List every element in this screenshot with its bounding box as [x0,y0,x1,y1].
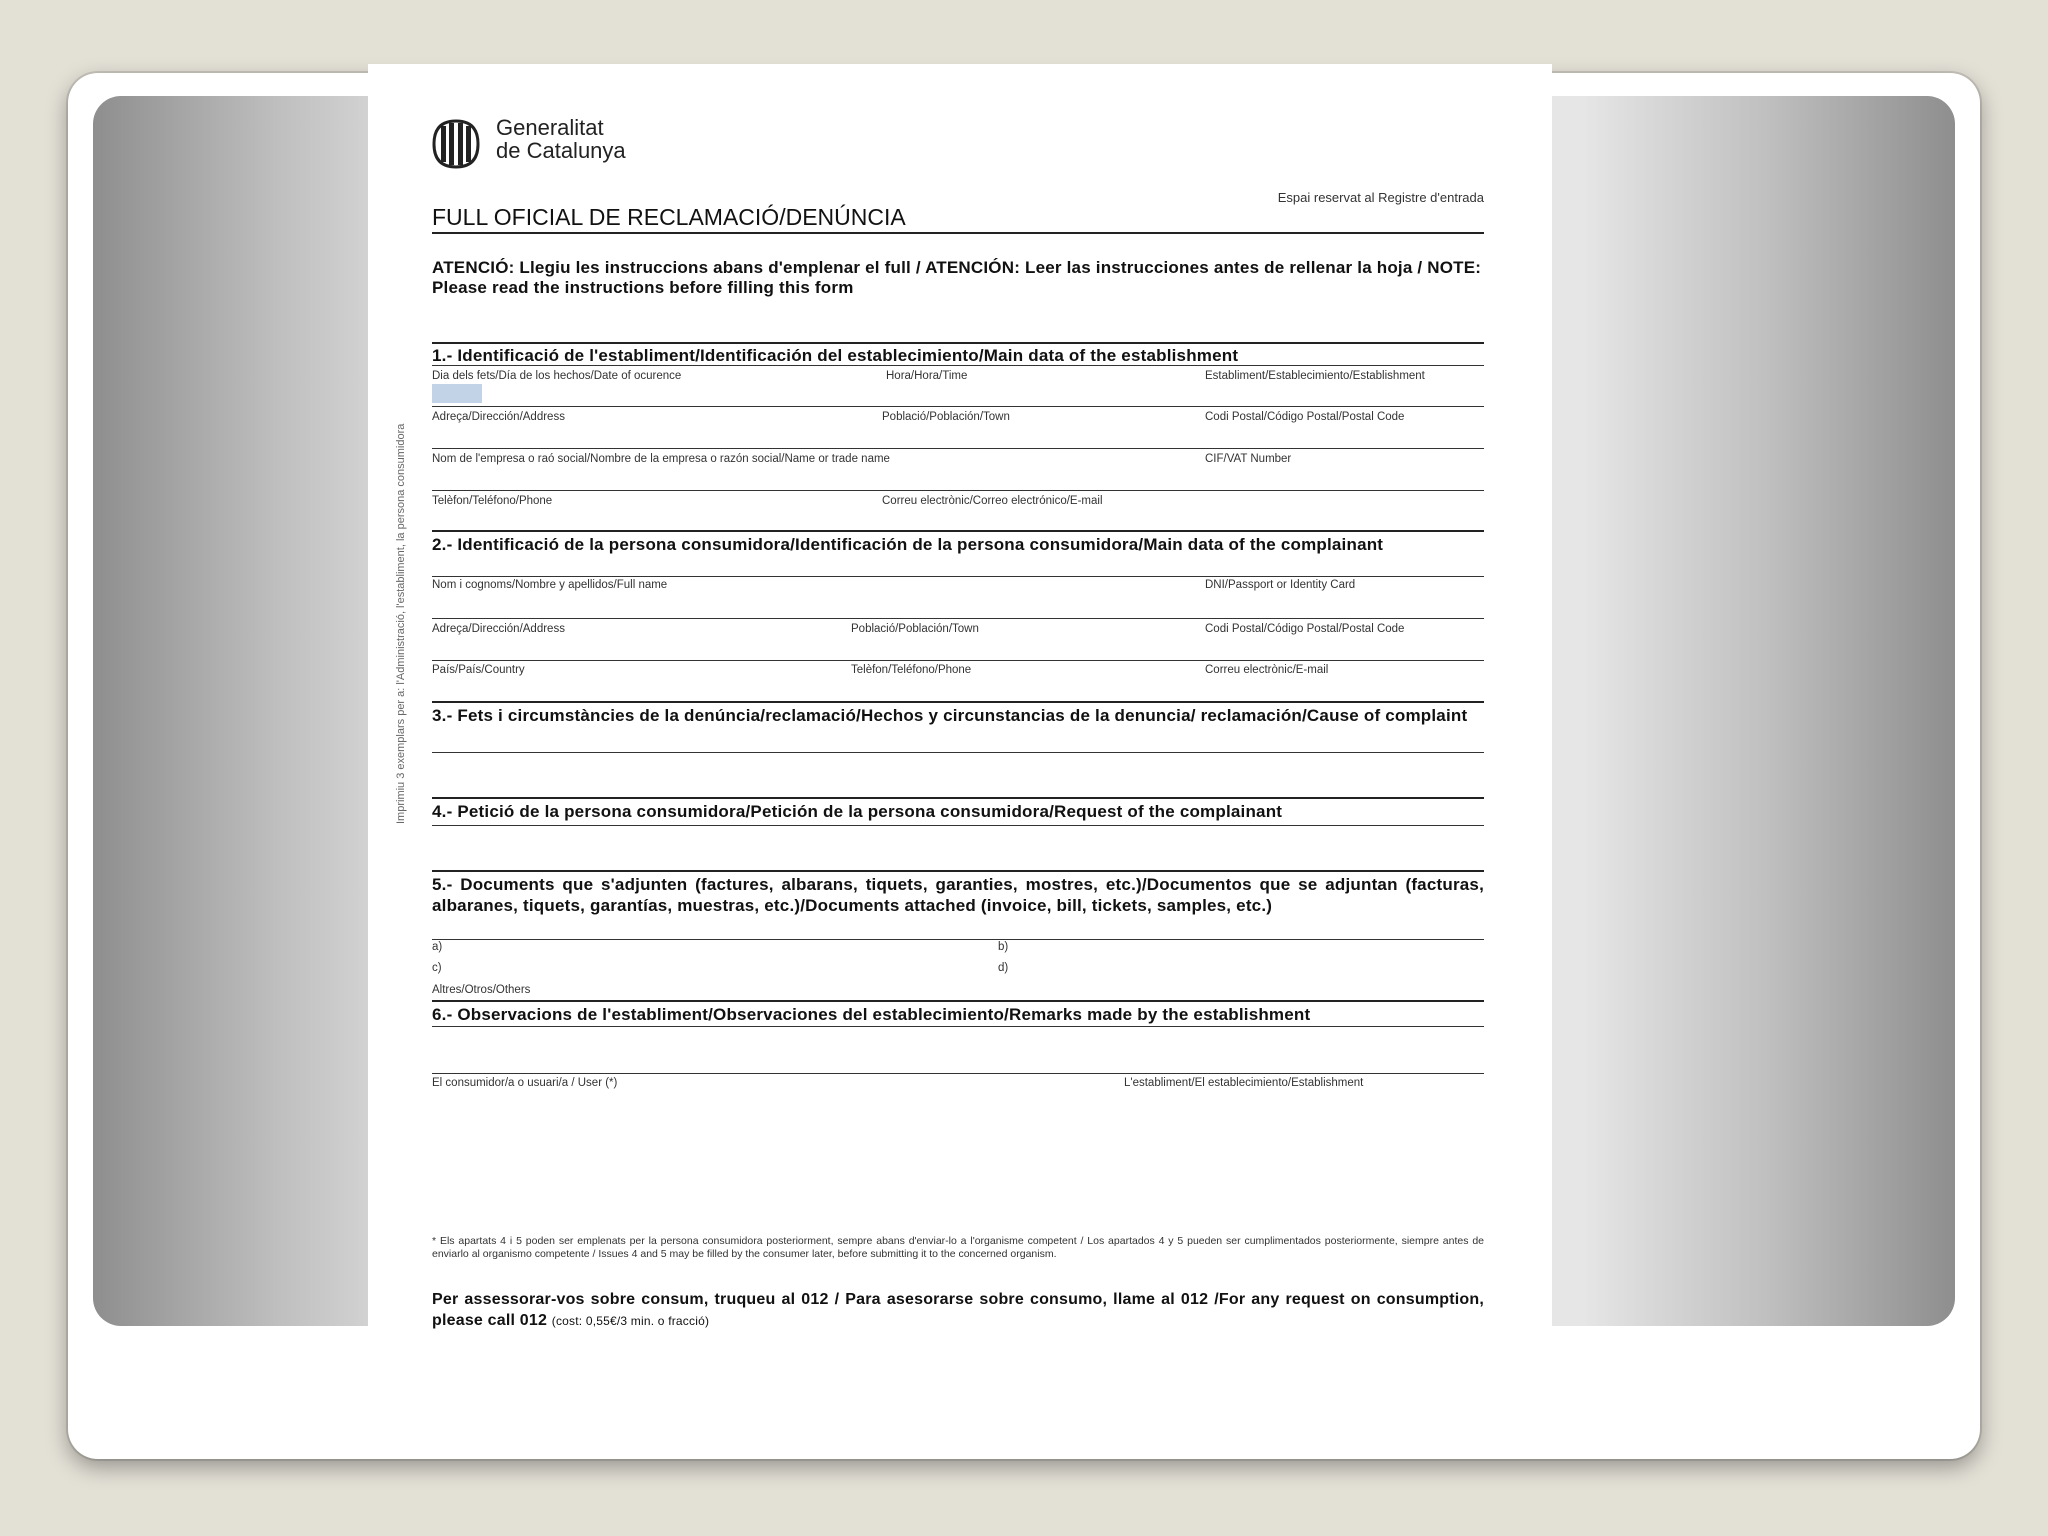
divider [432,797,1484,799]
document-slot-a: a) [432,941,443,953]
field-label-phone: Telèfon/Teléfono/Phone [851,664,972,676]
divider [432,576,1484,577]
field-label-email: Correu electrònic/E-mail [1205,664,1329,676]
divider [432,701,1484,703]
field-label-town: Població/Población/Town [851,623,979,635]
divider [432,660,1484,661]
field-label-cif: CIF/VAT Number [1205,453,1292,465]
registry-reserved-note: Espai reservat al Registre d'entrada [1277,190,1484,205]
document-slot-d: d) [998,962,1009,974]
divider [432,365,1484,366]
divider [432,232,1484,234]
section-1-title: 1.- Identificació de l'establiment/Identificación del establecimiento/Main data of the establishment [432,346,1239,365]
footnote: * Els apartats 4 i 5 poden ser emplenats per la persona consumidora posteriorment, sempre abans d'enviar-lo a l'organisme competent / Los apartados 4 y 5 pueden ser cumplimentados posteriormente, siempre antes de enviarlo al organismo competente / Issues 4 and 5 may be filled by the consumer later, before submitting it to the concerned organism. [432,1235,1484,1260]
divider [432,825,1484,826]
section-2-title: 2.- Identificació de la persona consumidora/Identificación de la persona consumidora/Main data of the complainant [432,535,1384,554]
attention-note: ATENCIÓ: Llegiu les instruccions abans d'emplenar el full / ATENCIÓN: Leer las instrucciones antes de rellenar la hoja / NOTE: Please read the instructions before filling this form [432,258,1482,297]
divider [432,1026,1484,1027]
form-document-page [368,64,1552,1329]
field-label-phone: Telèfon/Teléfono/Phone [432,495,553,507]
advice-cost: (cost: 0,55€/3 min. o fracció) [551,1314,710,1328]
section-5-title: 5.- Documents que s'adjunten (factures, albarans, tiquets, garanties, mostres, etc.)/Documentos que se adjuntan (facturas, albaranes, tiquets, garantías, muestras, etc.)/Documents attached (invoice, bill, tickets, samples, etc.) [432,875,1484,915]
field-label-address: Adreça/Dirección/Address [432,411,565,423]
divider [432,1073,1484,1074]
logo-line-1: Generalitat [496,115,604,140]
logo-name [496,116,626,162]
side-print-note: Imprimiu 3 exemplars per a: l'Administració, l'establiment, la persona consumidora [395,423,407,824]
field-label-town: Població/Población/Town [882,411,1010,423]
document-slot-c: c) [432,962,442,974]
divider [432,530,1484,532]
field-label-address: Adreça/Dirección/Address [432,623,565,635]
date-input[interactable] [432,384,482,403]
field-label-company-name: Nom de l'empresa o raó social/Nombre de la empresa o razón social/Name or trade name [432,453,890,465]
establishment-signature-label: L'establiment/El establecimiento/Establishment [1124,1077,1364,1089]
section-4-title: 4.- Petició de la persona consumidora/Petición de la persona consumidora/Request of the complainant [432,802,1283,821]
field-label-postal-code: Codi Postal/Código Postal/Postal Code [1205,623,1405,635]
divider [432,870,1484,872]
advice-text: Per assessorar-vos sobre consum, truqueu al 012 / Para asesorarse sobre consumo, llame al 012 /For any request on consumption, please call 012 [432,1291,1484,1329]
divider [432,752,1484,753]
divider [432,490,1484,491]
divider [432,342,1484,344]
field-label-establishment: Establiment/Establecimiento/Establishment [1205,370,1425,382]
section-3-title: 3.- Fets i circumstàncies de la denúncia/reclamació/Hechos y circunstancias de la denuncia/ reclamación/Cause of complaint [432,706,1468,725]
form-title: FULL OFICIAL DE RECLAMACIÓ/DENÚNCIA [432,204,906,230]
field-label-date: Dia dels fets/Día de los hechos/Date of ocurence [432,370,682,382]
field-label-full-name: Nom i cognoms/Nombre y apellidos/Full name [432,579,668,591]
logo-line-2: de Catalunya [496,138,626,163]
field-label-dni: DNI/Passport or Identity Card [1205,579,1356,591]
divider [432,618,1484,619]
field-label-postal-code: Codi Postal/Código Postal/Postal Code [1205,411,1405,423]
section-6-title: 6.- Observacions de l'establiment/Observaciones del establecimiento/Remarks made by the establishment [432,1005,1311,1024]
field-label-country: País/País/Country [432,664,525,676]
consumer-signature-label: El consumidor/a o usuari/a / User (*) [432,1077,618,1089]
field-label-time: Hora/Hora/Time [886,370,968,382]
advice-note [432,1289,1484,1332]
divider [432,448,1484,449]
document-slot-others: Altres/Otros/Others [432,984,531,996]
document-slot-b: b) [998,941,1009,953]
field-label-email: Correu electrònic/Correo electrónico/E-mail [882,495,1103,507]
divider [432,939,1484,940]
divider [432,1000,1484,1002]
divider [432,406,1484,407]
generalitat-logo-icon [432,119,480,169]
